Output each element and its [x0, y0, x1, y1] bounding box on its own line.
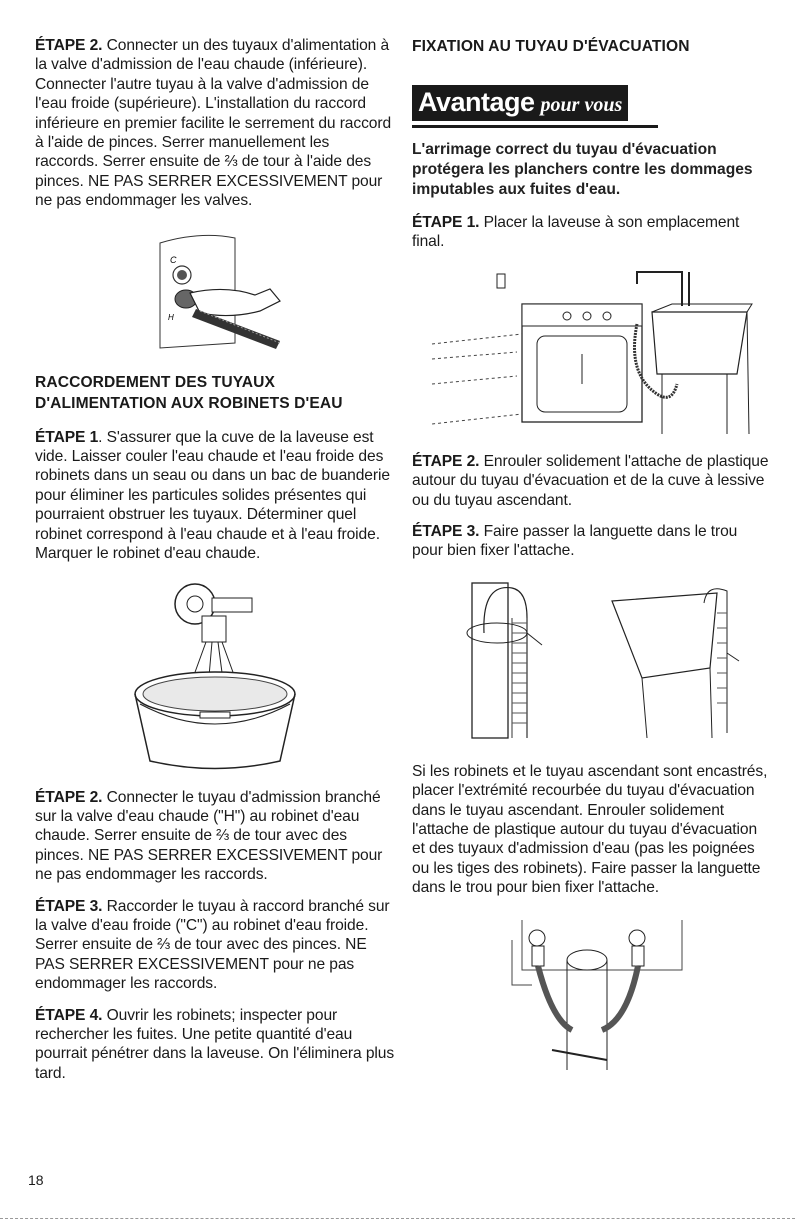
step-label: ÉTAPE 3. — [412, 523, 480, 541]
step-label: ÉTAPE 3. — [35, 897, 103, 915]
badge-word1: Avantage — [418, 87, 535, 117]
badge-underline — [412, 125, 658, 128]
benefit-badge — [412, 85, 628, 121]
step-text: Connecter un des tuyaux d'alimentation à la valve d'admission de l'eau chaude (inférieure). Connecter l'autre tuyau à la valve d'admission de l'eau froide (supérieure). L'installation du raccord inférieure en premier facilite le serrement du raccord à l'aide de pinces. Serrer manuellement les raccords. Serrer ensuite de ⅔ de tour à l'aide des pinces. NE PAS SERRER EXCESSIVEMENT pour ne pas endommager les valves. — [35, 37, 392, 210]
badge-word2: pour vous — [540, 94, 623, 116]
bucket-faucet-illustration — [120, 576, 310, 776]
step3-paragraph — [35, 897, 395, 994]
drain-step3-paragraph — [412, 522, 772, 561]
water-supply-section-title: RACCORDEMENT DES TUYAUX D'ALIMENTATION AUX ROBINETS D'EAU — [35, 373, 343, 412]
step-label: ÉTAPE 2. — [35, 37, 103, 54]
step-text: . S'assurer que la cuve de la laveuse est vide. Laisser couler l'eau chaude et l'eau froide des robinets dans un seau ou dans un bac de buanderie pour éliminer les particules solides présentes qui pourraient obstruer les tuyaux. Déterminer quel robinet correspond à l'eau chaude et à l'eau froide. Marquer le robinet d'eau chaude. — [35, 428, 390, 563]
step-label: ÉTAPE 2. — [35, 788, 103, 806]
standpipe-paragraph: Si les robinets et le tuyau ascendant sont encastrés, placer l'extrémité recourbée du tuyau d'évacuation dans le tuyau ascendant. Enrouler solidement l'attache de plastique autour du tuyau d'évacuation et des tuyaux d'admission d'eau (pas les poignées ou les tiges des robinets). Faire passer la languette dans le trou pour bien fixer l'attache. — [412, 762, 768, 897]
step-text: Placer la laveuse à son emplacement final. — [412, 214, 740, 251]
step-text: Faire passer la languette dans le trou pour bien fixer l'attache. — [412, 523, 738, 560]
step-text: Connecter le tuyau d'admission branché sur la valve d'eau chaude ("H") au robinet d'eau chaude. Serrer ensuite de ⅔ de tour avec des pinces. NE PAS SERRER EXCESSIVEMENT pour ne pas endommager les raccords. — [35, 788, 383, 884]
hose-tie-illustration — [442, 573, 742, 748]
page-number: 18 — [28, 1172, 44, 1188]
step-label: ÉTAPE 4. — [35, 1006, 103, 1024]
bottom-rule — [0, 1218, 795, 1219]
step2-valve-paragraph — [35, 36, 395, 211]
valve-connection-illustration — [130, 223, 300, 358]
step-text: Raccorder le tuyau à raccord branché sur la valve d'eau froide ("C") au robinet d'eau froide. Serrer ensuite de ⅔ de tour avec des pinces. NE PAS SERRER EXCESSIVEMENT pour ne pas endommager les raccords. — [35, 897, 390, 993]
hot-label: H — [168, 312, 174, 322]
right-column — [412, 36, 772, 1080]
step1-paragraph — [35, 428, 395, 564]
left-column — [35, 36, 395, 1095]
step-label: ÉTAPE 1 — [35, 428, 99, 446]
drain-hose-section-title: FIXATION AU TUYAU D'ÉVACUATION — [412, 38, 690, 55]
cold-label: C — [170, 254, 177, 265]
standpipe-faucets-illustration — [492, 910, 692, 1080]
drain-step2-paragraph — [412, 452, 772, 510]
step4-paragraph — [35, 1006, 395, 1084]
drain-step1-paragraph — [412, 213, 772, 252]
step-text: Ouvrir les robinets; inspecter pour rechercher les fuites. Une petite quantité d'eau pourrait pénétrer dans la laveuse. On l'éliminera plus tard. — [35, 1006, 395, 1082]
step2-paragraph — [35, 788, 395, 885]
step-text: Enrouler solidement l'attache de plastique autour du tuyau d'évacuation et de la cuve à lessive ou du tuyau ascendant. — [412, 452, 769, 509]
benefit-text: L'arrimage correct du tuyau d'évacuation protégera les planchers contre les dommages imputables aux fuites d'eau. — [412, 141, 753, 198]
step-label: ÉTAPE 1. — [412, 214, 480, 231]
step-label: ÉTAPE 2. — [412, 452, 480, 470]
washer-sink-illustration — [427, 264, 757, 444]
